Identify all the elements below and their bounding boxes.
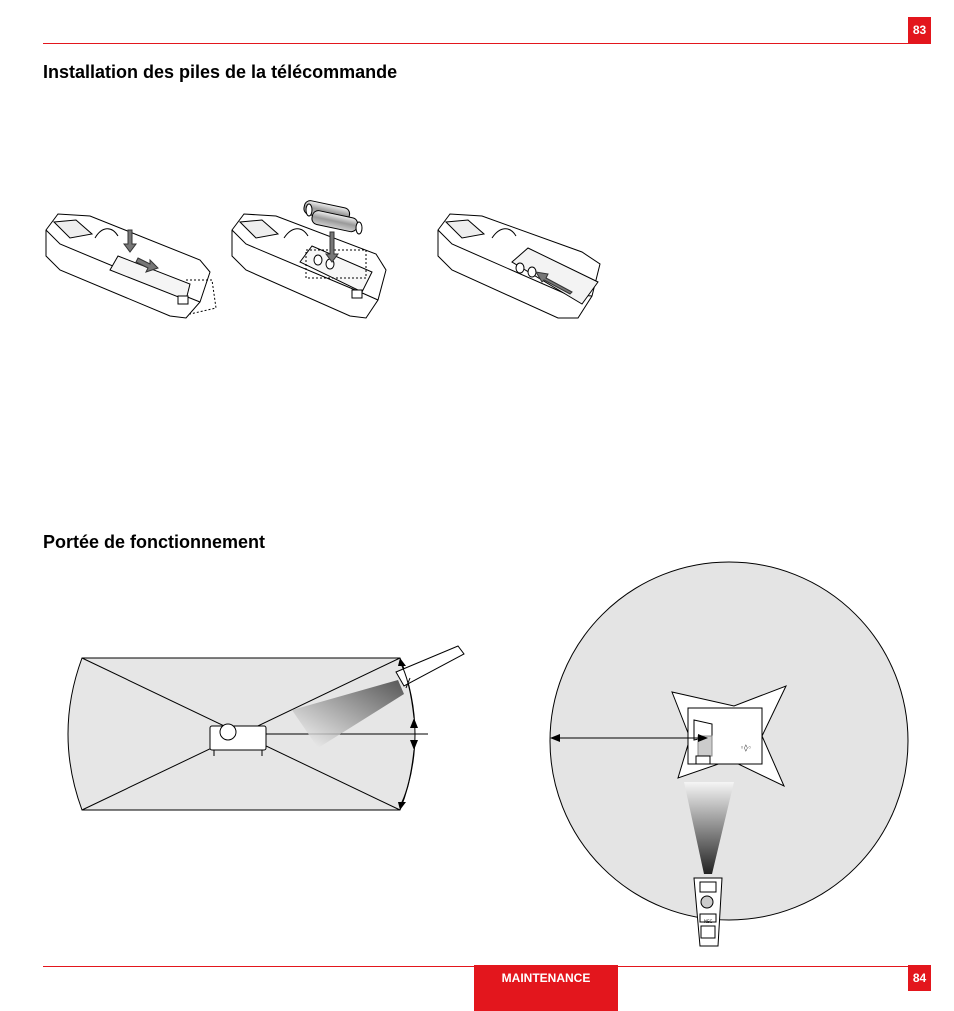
section-tab: MAINTENANCE — [474, 965, 618, 1011]
step-3-close-cover-figure — [438, 214, 600, 318]
bottom-page-number: 84 — [908, 965, 931, 991]
remote-control-side — [396, 646, 464, 686]
section-heading-range: Portée de fonctionnement — [43, 532, 266, 552]
step-2-insert-batteries-figure — [232, 200, 386, 318]
top-rule — [43, 43, 931, 44]
svg-text:◦◊◦: ◦◊◦ — [740, 744, 752, 752]
battery-steps-illustration — [40, 190, 610, 330]
step-1-open-cover-figure — [46, 214, 216, 318]
range-top-view-diagram — [60, 640, 440, 840]
remote-brand-label: NEC — [704, 919, 713, 924]
remote-control-front — [694, 878, 722, 946]
section-heading-batteries: Installation des piles de la télécommande — [43, 62, 398, 82]
range-front-view-diagram — [548, 560, 910, 950]
top-page-number: 83 — [908, 17, 931, 43]
